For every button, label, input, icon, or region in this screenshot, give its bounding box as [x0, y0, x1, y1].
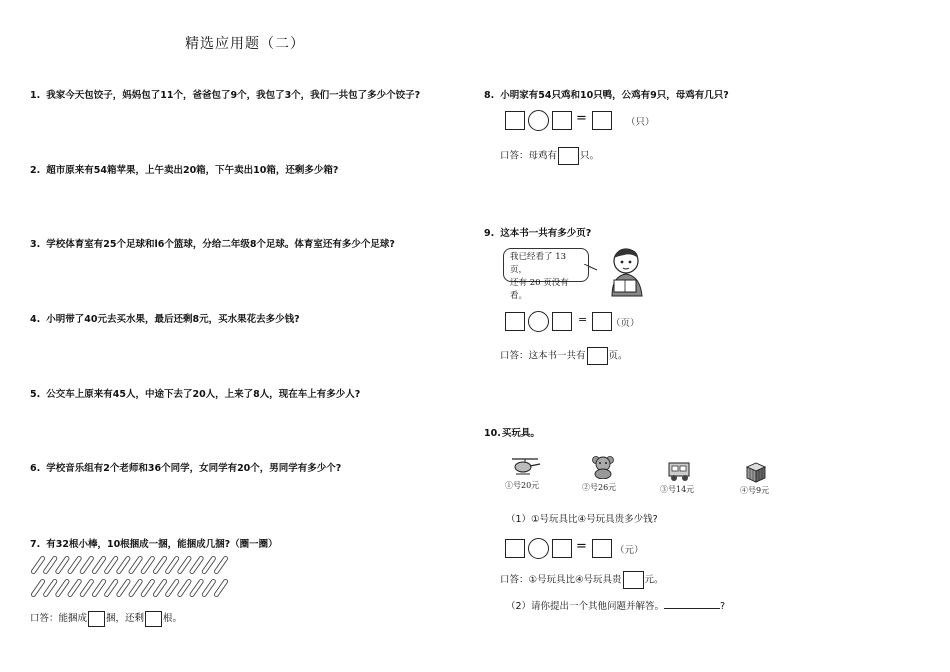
- remaining-answer-box[interactable]: [145, 611, 162, 627]
- q8-operator-circle[interactable]: [528, 110, 549, 131]
- answer-suffix: 只。: [580, 150, 600, 162]
- question-text: 超市原来有54箱苹果，上午卖出20箱，下午卖出10箱，还剩多少箱?: [46, 165, 339, 176]
- q10-operator-circle[interactable]: [528, 538, 549, 559]
- q8-result-box[interactable]: [592, 111, 612, 130]
- question-8: [484, 87, 729, 101]
- unit-label: （页）: [611, 318, 640, 329]
- question-9: [484, 225, 591, 239]
- toy-truck-icon: [667, 460, 693, 482]
- q9-number-box-2[interactable]: [552, 312, 572, 331]
- question-text: 有32根小棒，10根捆成一捆，能捆成几捆?（圈一圈）: [46, 539, 278, 550]
- q8-number-box-2[interactable]: [552, 111, 572, 130]
- q10-subquestion-2: [506, 598, 725, 612]
- q9-operator-circle[interactable]: [528, 311, 549, 332]
- q9-number-box-1[interactable]: [505, 312, 525, 331]
- speech-bubble: [503, 248, 589, 301]
- pages-answer-box[interactable]: [587, 347, 608, 365]
- toy-2-label: ②号26元: [582, 483, 617, 492]
- toy-3-label: ③号14元: [660, 485, 695, 494]
- unit-label: （只）: [626, 117, 655, 128]
- q8-number-box-1[interactable]: [505, 111, 525, 130]
- question-text: 学校体育室有25个足球和l6个篮球，分给二年级8个足球。体育室还有多少个足球?: [46, 239, 395, 250]
- equals-sign: =: [576, 539, 587, 554]
- question-text: 学校音乐组有2个老师和36个同学，女同学有20个，男同学有多少个?: [46, 463, 342, 474]
- question-text: 公交车上原来有45人，中途下去了20人，上来了8人，现在车上有多少人?: [46, 389, 361, 400]
- toy-4-label: ④号9元: [740, 486, 770, 495]
- page-title: 精选应用题（二）: [185, 36, 305, 52]
- helicopter-icon: [508, 456, 542, 478]
- equals-sign: =: [576, 111, 587, 126]
- q7-answer-line: [30, 610, 182, 627]
- rubiks-cube-icon: [744, 461, 768, 483]
- subquestion-end: ?: [720, 601, 726, 612]
- question-blank[interactable]: [664, 599, 720, 609]
- question-4: [30, 311, 300, 325]
- question-5: [30, 386, 360, 400]
- bubble-line-1: 我已经看了 13 页，: [510, 252, 567, 275]
- question-number: 9.: [484, 228, 495, 239]
- question-text: 买玩具。: [501, 428, 540, 439]
- answer-prefix: 口答：这本书一共有: [500, 350, 586, 362]
- q10-number-box-1[interactable]: [505, 539, 525, 558]
- question-number: 5.: [30, 389, 41, 400]
- hens-answer-box[interactable]: [558, 147, 579, 165]
- answer-prefix: 口答：能捆成: [30, 613, 88, 624]
- question-6: [30, 460, 341, 474]
- q10-subquestion-1: （1）①号玩具比④号玩具贵多少钱?: [506, 514, 658, 525]
- answer-prefix: 口答：母鸡有: [500, 150, 558, 162]
- answer-prefix: 口答：①号玩具比④号玩具贵: [500, 574, 622, 586]
- q9-answer-line: [500, 347, 628, 365]
- answer-middle: 捆，还剩: [106, 613, 145, 624]
- question-number: 1.: [30, 90, 41, 101]
- question-number: 3.: [30, 239, 41, 250]
- toy-1-label: ①号20元: [505, 481, 540, 490]
- question-number: 6.: [30, 463, 41, 474]
- question-number: 2.: [30, 165, 41, 176]
- question-number: 4.: [30, 314, 41, 325]
- q9-result-box[interactable]: [592, 312, 612, 331]
- sticks-illustration: [30, 552, 235, 602]
- question-number: 8.: [484, 90, 495, 101]
- q8-answer-line: [500, 147, 599, 165]
- teddy-bear-icon: [590, 455, 616, 479]
- answer-suffix: 页。: [608, 350, 628, 362]
- question-text: 我家今天包饺子，妈妈包了11个，爸爸包了9个，我包了3个，我们一共包了多少个饺子?: [46, 90, 421, 101]
- question-10: [484, 425, 540, 439]
- question-1: [30, 87, 420, 101]
- unit-label: （元）: [615, 545, 644, 556]
- question-number: 7.: [30, 539, 41, 550]
- question-7: [30, 536, 278, 550]
- bubble-line-2: 还有 20 页没有看。: [510, 278, 569, 301]
- answer-suffix: 根。: [163, 613, 183, 624]
- bundles-answer-box[interactable]: [88, 611, 105, 627]
- answer-suffix: 元。: [644, 574, 664, 586]
- q10-number-box-2[interactable]: [552, 539, 572, 558]
- q10-answer-line: [500, 571, 664, 589]
- question-number: 10.: [484, 428, 501, 439]
- question-text: 小明家有54只鸡和10只鸭，公鸡有9只，母鸡有几只?: [500, 90, 729, 101]
- price-difference-answer-box[interactable]: [623, 571, 644, 589]
- question-text: 这本书一共有多少页?: [500, 228, 592, 239]
- bubble-tail: [584, 264, 598, 274]
- question-text: 小明带了40元去买水果，最后还剩8元，买水果花去多少钱?: [46, 314, 300, 325]
- boy-reading-icon: [602, 246, 648, 298]
- question-2: [30, 162, 338, 176]
- q10-result-box[interactable]: [592, 539, 612, 558]
- question-3: [30, 236, 395, 250]
- equals-sign: =: [578, 313, 588, 326]
- subquestion-text: （2）请你提出一个其他问题并解答。: [506, 601, 665, 612]
